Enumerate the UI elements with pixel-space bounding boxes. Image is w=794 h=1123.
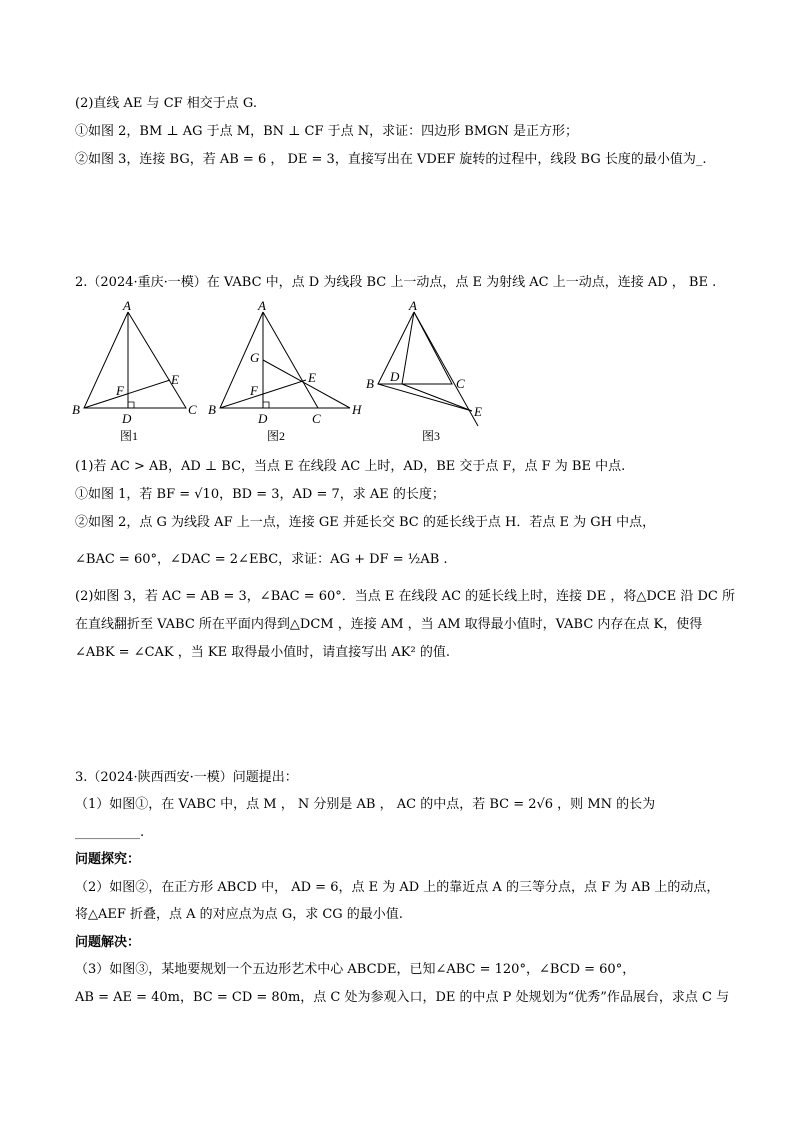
fig1-label-A: A bbox=[123, 298, 131, 313]
text-line-10: 在直线翻折至 VABC 所在平面内得到△DCM ，连接 AM ，当 AM 取得最小值时，VABC 内存在点 K，使得 bbox=[75, 617, 703, 632]
fig1-label-B: B bbox=[72, 402, 80, 417]
text-line-15: 问题探究： bbox=[75, 852, 141, 867]
fig2-label-G: G bbox=[250, 350, 260, 365]
fig2-label-A: A bbox=[258, 298, 266, 313]
text-line-4: 2.（2024·重庆·一模）在 VABC 中，点 D 为线段 BC 上一动点，点 E 为射线 AC 上一动点，连接 AD ， BE . bbox=[75, 275, 717, 290]
fig1-label-D: D bbox=[122, 411, 132, 426]
fig3-label-D: D bbox=[390, 369, 400, 384]
text-line-17: 将△AEF 折叠，点 A 的对应点为点 G，求 CG 的最小值. bbox=[75, 907, 403, 922]
text-line-3: ②如图 3，连接 BG，若 AB = 6 ， DE = 3，直接写出在 VDEF 旋转的过程中，线段 BG 长度的最小值为_. bbox=[75, 152, 707, 167]
fig1-label-E: E bbox=[171, 372, 179, 387]
fig2-label-D: D bbox=[258, 411, 268, 426]
text-line-1: (2)直线 AE 与 CF 相交于点 G. bbox=[75, 96, 257, 111]
fig1-label-F: F bbox=[116, 383, 124, 398]
text-line-11: ∠ABK = ∠CAK ，当 KE 取得最小值时，请直接写出 AK² 的值. bbox=[75, 645, 450, 660]
text-line-12: 3.（2024·陕西西安·一模）问题提出： bbox=[75, 770, 298, 785]
text-line-7: ②如图 2，点 G 为线段 AF 上一点，连接 GE 并延长交 BC 的延长线于点 H．若点 E 为 GH 中点， bbox=[75, 515, 656, 530]
figure-3 bbox=[366, 298, 482, 443]
fig3-label-E: E bbox=[474, 404, 482, 419]
fig1-caption: 图1 bbox=[120, 429, 139, 443]
figure-2 bbox=[208, 298, 362, 443]
figure-group bbox=[60, 298, 500, 448]
text-line-16: （2）如图②，在正方形 ABCD 中， AD = 6，点 E 为 AD 上的靠近点 A 的三等分点，点 F 为 AB 上的动点， bbox=[75, 880, 720, 895]
fig2-label-B: B bbox=[208, 402, 216, 417]
text-line-19: （3）如图③，某地要规划一个五边形艺术中心 ABCDE，已知∠ABC = 120°，∠BCD = 60°， bbox=[75, 962, 636, 977]
text-line-18: 问题解决： bbox=[75, 935, 141, 950]
fig2-label-C: C bbox=[312, 411, 321, 426]
fig2-label-F: F bbox=[250, 383, 258, 398]
text-line-9: (2)如图 3，若 AC = AB = 3，∠BAC = 60°．当点 E 在线段 AC 的延长线上时，连接 DE ，将△DCE 沿 DC 所 bbox=[75, 589, 735, 604]
fig1-label-C: C bbox=[188, 402, 197, 417]
text-line-8: ∠BAC = 60°，∠DAC = 2∠EBC，求证：AG + DF = ½AB . bbox=[75, 552, 448, 567]
fig3-label-A: A bbox=[409, 298, 417, 313]
fig2-caption: 图2 bbox=[267, 429, 286, 443]
fig3-label-C: C bbox=[456, 376, 465, 391]
text-line-20: AB = AE = 40m，BC = CD = 80m，点 C 处为参观入口，DE 的中点 P 处规划为“优秀”作品展台，求点 C 与 bbox=[75, 990, 730, 1005]
text-line-14: __________. bbox=[75, 825, 145, 840]
text-line-13: （1）如图①，在 VABC 中，点 M ， N 分别是 AB ， AC 的中点，若 BC = 2√6 ，则 MN 的长为 bbox=[75, 797, 656, 812]
figure-1 bbox=[72, 298, 197, 443]
fig3-label-B: B bbox=[366, 376, 374, 391]
fig3-caption: 图3 bbox=[422, 429, 441, 443]
fig2-label-H: H bbox=[352, 402, 362, 417]
text-line-6: ①如图 1，若 BF = √10，BD = 3，AD = 7，求 AE 的长度； bbox=[75, 487, 445, 502]
fig2-label-E: E bbox=[308, 370, 316, 385]
text-line-2: ①如图 2，BM ⊥ AG 于点 M，BN ⊥ CF 于点 N，求证：四边形 BMGN 是正方形； bbox=[75, 124, 579, 139]
text-line-5: (1)若 AC > AB，AD ⊥ BC，当点 E 在线段 AC 上时，AD，BE 交于点 F，点 F 为 BE 中点. bbox=[75, 459, 626, 474]
